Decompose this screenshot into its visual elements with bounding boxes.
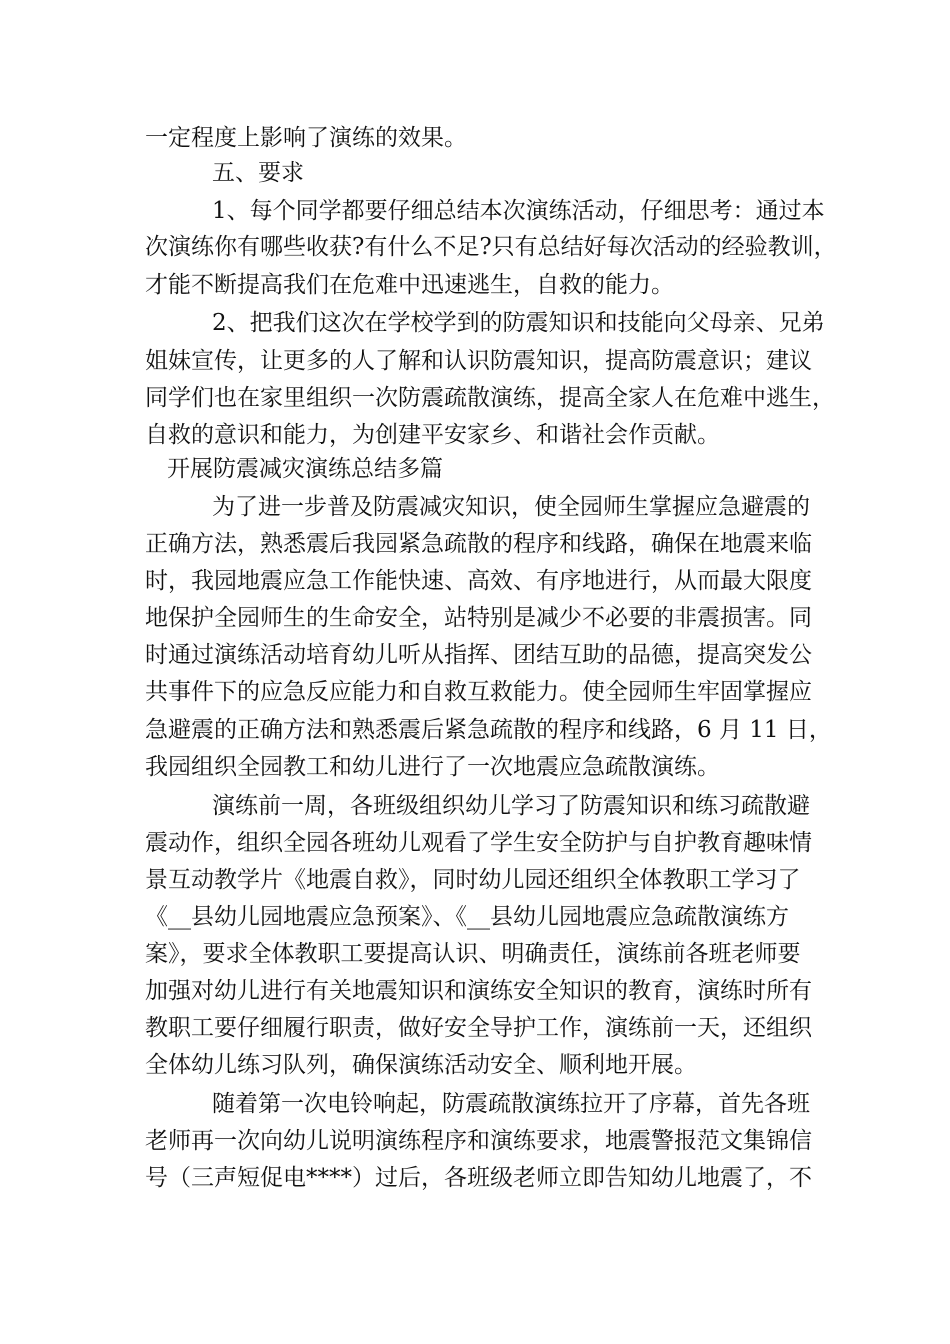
- text-line-13: 时，我园地震应急工作能快速、高效、有序地进行，从而最大限度: [145, 568, 812, 594]
- text-line-26: 全体幼儿练习队列，确保演练活动安全、顺利地开展。: [145, 1052, 697, 1078]
- text-line-24: 加强对幼儿进行有关地震知识和演练安全知识的教育，演练时所有: [145, 978, 812, 1004]
- text-line-17: 急避震的正确方法和熟悉震后紧急疏散的程序和线路，6 月 11 日，: [145, 717, 832, 743]
- text-line-4: 次演练你有哪些收获?有什么不足?只有总结好每次活动的经验教训，: [145, 234, 837, 260]
- text-line-25: 教职工要仔细履行职责，做好安全导护工作，演练前一天，还组织: [145, 1015, 812, 1041]
- text-line-15: 时通过演练活动培育幼儿听从指挥、团结互助的品德，提高突发公: [145, 642, 812, 668]
- text-line-3: 1、每个同学都要仔细总结本次演练活动，仔细思考：通过本: [212, 198, 825, 224]
- text-line-11: 为了进一步普及防震减灾知识，使全园师生掌握应急避震的: [212, 494, 810, 520]
- text-line-14: 地保护全园师生的生命安全，站特别是减少不必要的非震损害。同: [145, 605, 812, 631]
- text-line-20: 震动作，组织全园各班幼儿观看了学生安全防护与自护教育趣味情: [145, 830, 812, 856]
- text-line-23: 案》，要求全体教职工要提高认识、明确责任，演练前各班老师要: [145, 941, 801, 967]
- text-line-22: 《__县幼儿园地震应急预案》、《__县幼儿园地震应急疏散演练方: [145, 904, 789, 930]
- text-line-12: 正确方法，熟悉震后我园紧急疏散的程序和线路，确保在地震来临: [145, 531, 812, 557]
- text-line-5: 才能不断提高我们在危难中迅速逃生，自救的能力。: [145, 272, 674, 298]
- section-heading-requirements: 五、要求: [212, 160, 304, 186]
- text-line-21: 景互动教学片《地震自救》，同时幼儿园还组织全体教职工学习了: [145, 867, 801, 893]
- text-line-28: 老师再一次向幼儿说明演练程序和演练要求，地震警报范文集锦信: [145, 1128, 812, 1154]
- text-line-9: 自救的意识和能力，为创建平安家乡、和谐社会作贡献。: [145, 422, 720, 448]
- text-line-19: 演练前一周，各班级组织幼儿学习了防震知识和练习疏散避: [212, 793, 810, 819]
- text-line-27: 随着第一次电铃响起，防震疏散演练拉开了序幕，首先各班: [212, 1091, 810, 1117]
- text-line-7: 姐妹宣传，让更多的人了解和认识防震知识，提高防震意识；建议: [145, 348, 812, 374]
- article-title: 开展防震减灾演练总结多篇: [167, 456, 443, 482]
- text-line-29: 号（三声短促电****）过后，各班级老师立即告知幼儿地震了，不: [145, 1165, 812, 1191]
- text-line-18: 我园组织全园教工和幼儿进行了一次地震应急疏散演练。: [145, 754, 720, 780]
- text-line-6: 2、把我们这次在学校学到的防震知识和技能向父母亲、兄弟: [212, 310, 825, 336]
- text-line-16: 共事件下的应急反应能力和自救互救能力。使全园师生牢固掌握应: [145, 679, 812, 705]
- text-line-8: 同学们也在家里组织一次防震疏散演练，提高全家人在危难中逃生，: [145, 385, 835, 411]
- text-line-1: 一定程度上影响了演练的效果。: [145, 125, 467, 151]
